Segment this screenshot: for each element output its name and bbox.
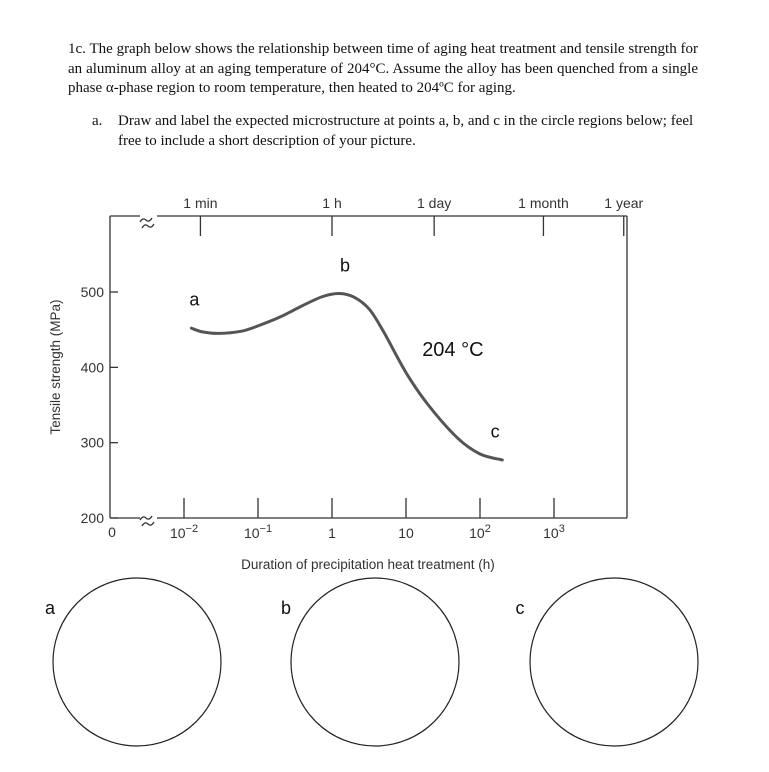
annotation-layer: [189, 256, 499, 442]
alpha-symbol: α: [105, 80, 114, 96]
intro-text-start: 1c. The graph below shows the relationship between time of aging heat treatment and tensile strength for an aluminum alloy at an aging temperature of 204°C. Assume the alloy has been quenched from a single phase: [68, 41, 698, 96]
x-top-tick-label: 1 day: [417, 195, 452, 211]
bottom-axis-break-mark-1: [140, 516, 152, 520]
tick-mantissa: 10: [169, 525, 186, 541]
part-a-marker: a.: [92, 113, 103, 129]
x-top-tick-label: 1 year: [604, 195, 644, 211]
point-label-b: b: [340, 255, 351, 276]
tick-exponent: 2: [484, 523, 491, 535]
answer-circle-label: a: [44, 598, 56, 618]
tick-exponent: 3: [558, 523, 565, 535]
tick-mantissa: 10: [469, 525, 485, 541]
tick-mantissa: 10: [243, 525, 260, 541]
x-top-tick-label: 1 h: [322, 195, 342, 211]
y-axis-label: Tensile strength (MPa): [48, 299, 63, 435]
part-a-text: Draw and label the expected microstructure at points a, b, and c in the circle regions below; feel free to include a short description of your picture.: [118, 113, 694, 149]
y-tick-label: 300: [80, 434, 104, 451]
chart-frame: [110, 216, 627, 526]
y-tick-label: 400: [80, 359, 104, 376]
x-top-tick-label: 1 min: [183, 195, 218, 211]
tick-exponent: −2: [185, 523, 199, 535]
x-axis-label: Duration of precipitation heat treatment (h): [241, 557, 495, 572]
series-temperature-label: 204 °C: [422, 339, 484, 362]
x-bottom-tick-label: [328, 525, 336, 541]
x-bottom-tick-label: [469, 523, 491, 541]
x-bottom-tick-label: [543, 523, 565, 541]
x-top-tick-label: 1 month: [518, 195, 569, 211]
y-axis-ticks: [81, 284, 118, 526]
top-axis-break-mark-1: [140, 218, 152, 222]
answer-circle-b[interactable]: [291, 578, 459, 746]
y-tick-label: 500: [80, 284, 104, 301]
series-layer: [191, 293, 502, 460]
answer-circle-c[interactable]: [530, 578, 698, 746]
series-line-0: [191, 293, 502, 460]
y-tick-label: 200: [80, 510, 104, 526]
tick-exponent: −1: [259, 523, 273, 535]
top-axis-break-mark-2: [142, 224, 154, 228]
x-bottom-tick-label: [170, 523, 198, 541]
point-label-a: a: [189, 289, 200, 310]
tick-mantissa: 10: [543, 525, 559, 541]
answer-circle-label: b: [280, 598, 292, 618]
point-label-c: c: [490, 421, 500, 442]
x-axis-bottom-ticks: [170, 498, 565, 541]
answer-circle-label: c: [515, 598, 525, 618]
x-bottom-tick-label: [398, 525, 414, 541]
x-bottom-tick-label: [244, 523, 272, 541]
bottom-axis-break-mark-2: [142, 522, 154, 526]
tick-mantissa: 1: [328, 525, 336, 541]
answer-circle-a[interactable]: [53, 578, 221, 746]
answer-circles: [45, 578, 698, 746]
tick-mantissa: 10: [398, 525, 414, 541]
x-zero-label: 0: [108, 524, 116, 540]
intro-text-end: -phase region to room temperature, then heated to 204ºC for aging.: [113, 80, 516, 96]
